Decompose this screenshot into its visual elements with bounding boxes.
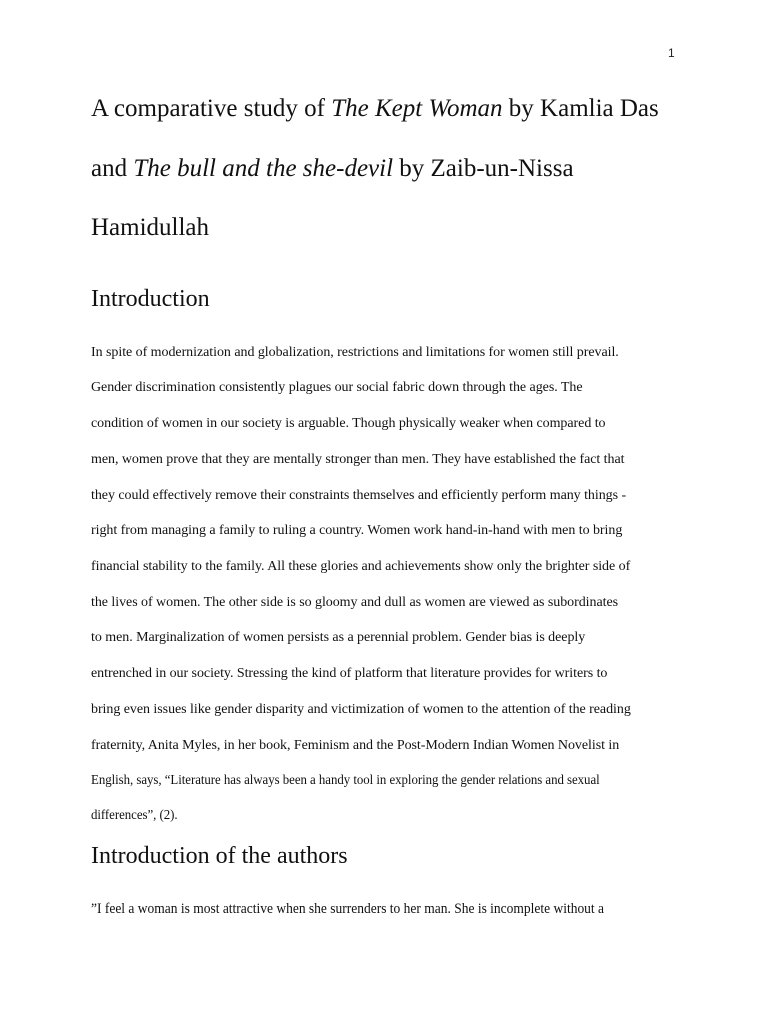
section-heading-authors: Introduction of the authors	[91, 843, 348, 869]
paragraph-line: bring even issues like gender disparity and victimization of women to the attention of the reading	[91, 702, 631, 717]
paragraph-line: English, says, “Literature has always been a handy tool in exploring the gender relations and sexual	[91, 773, 600, 788]
paragraph-line: entrenched in our society. Stressing the kind of platform that literature provides for writers to	[91, 666, 608, 681]
paragraph-line: fraternity, Anita Myles, in her book, Feminism and the Post-Modern Indian Women Novelist in	[91, 738, 620, 753]
paragraph-line: condition of women in our society is arguable. Though physically weaker when compared to	[91, 416, 606, 431]
title-line-1: A comparative study of The Kept Woman by Kamlia Das	[91, 95, 659, 122]
paragraph-line: to men. Marginalization of women persists as a perennial problem. Gender bias is deeply	[91, 630, 586, 645]
paragraph-line: right from managing a family to ruling a country. Women work hand-in-hand with men to bring	[91, 523, 623, 538]
paragraph-line: In spite of modernization and globalization, restrictions and limitations for women still prevail.	[91, 345, 619, 360]
quote-line: ”I feel a woman is most attractive when she surrenders to her man. She is incomplete without a	[91, 901, 605, 917]
section-heading-introduction: Introduction	[91, 286, 210, 312]
paragraph-line: differences”, (2).	[91, 808, 178, 823]
paragraph-line: men, women prove that they are mentally stronger than men. They have established the fact that	[91, 452, 625, 467]
title-line-2: and The bull and the she-devil by Zaib-un-Nissa	[91, 155, 574, 182]
title-line-3: Hamidullah	[91, 214, 210, 241]
paragraph-line: they could effectively remove their constraints themselves and efficiently perform many things -	[91, 488, 627, 503]
page-number: 1	[668, 46, 675, 60]
paragraph-line: financial stability to the family. All these glories and achievements show only the brighter side of	[91, 559, 631, 574]
paragraph-line: the lives of women. The other side is so gloomy and dull as women are viewed as subordinates	[91, 595, 619, 610]
paragraph-line: Gender discrimination consistently plagues our social fabric down through the ages. The	[91, 380, 583, 395]
